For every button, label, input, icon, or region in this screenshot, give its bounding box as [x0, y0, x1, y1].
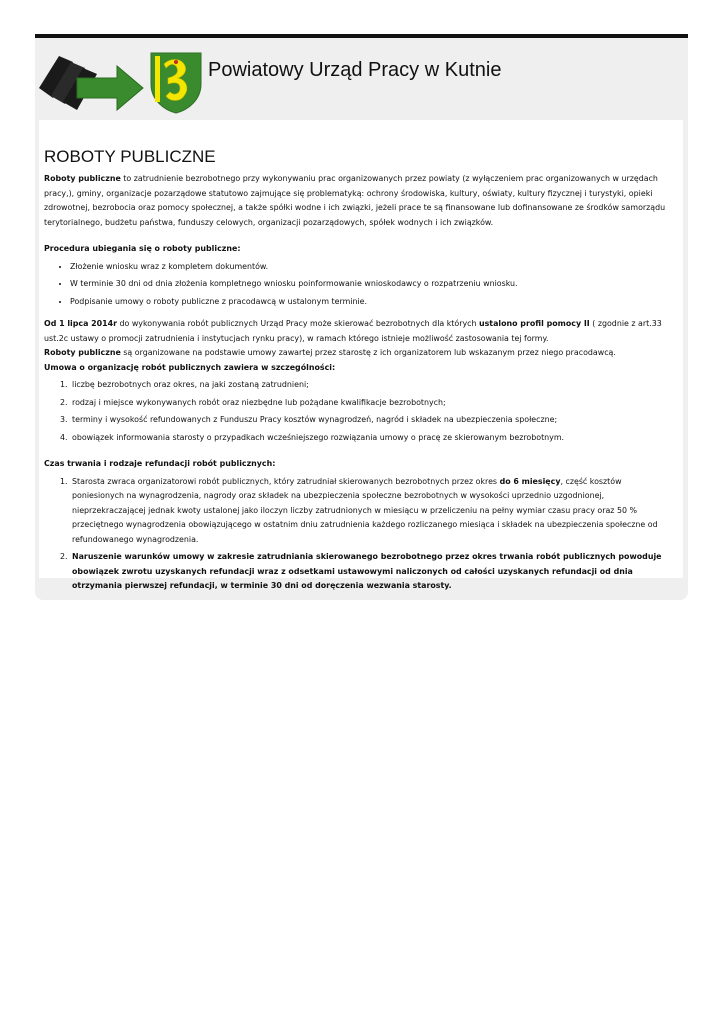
list-item [70, 475, 672, 548]
refund-title: Czas trwania i rodzaje refundacji robót publicznych: [44, 459, 276, 468]
organized-bold: Roboty publiczne [44, 348, 121, 357]
organized-paragraph [44, 346, 672, 361]
refund-list [44, 475, 672, 594]
refund-text-1: Starosta zwraca organizatorowi robót publicznych, który zatrudniał skierowanych bezrobotnych przez okres [72, 476, 500, 486]
date-bold: Od 1 lipca 2014r [44, 319, 117, 328]
article-heading: ROBOTY PUBLICZNE [44, 147, 216, 166]
article [44, 146, 672, 597]
site-title: Powiatowy Urząd Pracy w Kutnie [208, 59, 502, 81]
date-paragraph [44, 317, 672, 346]
list-item: 4. obowiązek informowania starosty o przypadkach wcześniejszego rozwiązania umowy o pracę ze skierowanym bezrobotnym. [70, 431, 672, 446]
site-header [35, 38, 688, 116]
organized-text: są organizowane na podstawie umowy zawartej przez starostę z ich organizatorem lub wskazanym przez niego pracodawcą. [120, 348, 616, 357]
profile-bold: ustalono profil pomocy II [478, 319, 590, 328]
intro-bold: Roboty publiczne [44, 174, 121, 183]
list-item: 1. liczbę bezrobotnych oraz okres, na jaki zostaną zatrudnieni; [70, 378, 672, 393]
content-panel [39, 120, 683, 590]
date-text-1: do wykonywania robót publicznych Urząd Pracy może skierować bezrobotnych dla których [117, 319, 479, 328]
agreement-title: Umowa o organizację robót publicznych zawiera w szczególności: [44, 362, 336, 372]
refund-text-2: , część kosztów poniesionych na wynagrodzenia, nagrody oraz składek na ubezpieczenia społeczne bezrobotnych w wysokości uprzednio uzgodnionej, nieprzekraczającej jednak kwoty ustalonej jako iloczyn liczby zatrudnionych w miesiącu w przeliczeniu na pełny wymiar czasu pracy oraz 50 % przeciętnego wynagrodzenia obowiązującego w ostatnim dniu zatrudnienia każdego rozliczanego miesiąca i składek na ubezpieczenia społeczne od refundowanego wynagrodzenia. [72, 476, 658, 544]
list-item: • Złożenie wniosku wraz z kompletem dokumentów. [70, 260, 672, 275]
list-item: 2. rodzaj i miejsce wykonywanych robót oraz niezbędne lub pożądane kwalifikacje bezrobotnych; [70, 396, 672, 411]
refund-item-2: Naruszenie warunków umowy w zakresie zatrudniania skierowanego bezrobotnego przez okres trwania robót publicznych powoduje obowiązek zwrotu uzyskanych refundacji wraz z odsetkami ustawowymi naliczonych od całości uzyskanych refundacji od dnia otrzymania pierwszej refundacji, w terminie 30 dni od doręczenia wezwania starosty. [72, 552, 662, 590]
list-item: • Podpisanie umowy o roboty publiczne z pracodawcą w ustalonym terminie. [70, 295, 672, 310]
procedure-list [44, 260, 672, 310]
intro-paragraph [44, 172, 672, 230]
agreement-list [44, 378, 672, 445]
intro-text: to zatrudnienie bezrobotnego przy wykonywaniu prac organizowanych przez powiaty (z wyłączeniem prac organizowanych w urzędach pracy,), gminy, organizacje pozarządowe statutowo zajmujące się problematyką: ochrony środowiska, kultury, oświaty, kultury fizycznej i turystyki, opieki zdrowotnej, bezrobocia oraz pomocy społecznej, a także spółki wodne i ich związki, jeżeli prace te są finansowane lub dofinansowane ze środków samorządu terytorialnego, budżetu państwa, funduszy celowych, organizacji pozarządowych, spółek wodnych i ich związków. [44, 174, 666, 227]
refund-bold: do 6 miesięcy [499, 476, 561, 486]
date-text-2: ( zgodnie z art.33 ust.2c ustawy o promocji zatrudnienia i instytucjach rynku pracy), w ramach którego istnieje możliwość zastosowania tej formy. [44, 319, 662, 343]
list-item: 3. terminy i wysokość refundowanych z Funduszu Pracy kosztów wynagrodzeń, nagród i składek na ubezpieczenia społeczne; [70, 413, 672, 428]
county-crest-icon [148, 50, 204, 114]
page-container [35, 34, 688, 600]
list-item [70, 550, 672, 594]
list-item: • W terminie 30 dni od dnia złożenia kompletnego wniosku poinformowanie wnioskodawcy o rozpatrzeniu wniosku. [70, 277, 672, 292]
procedure-title: Procedura ubiegania się o roboty publiczne: [44, 244, 241, 253]
arrow-logo-icon [37, 48, 145, 112]
